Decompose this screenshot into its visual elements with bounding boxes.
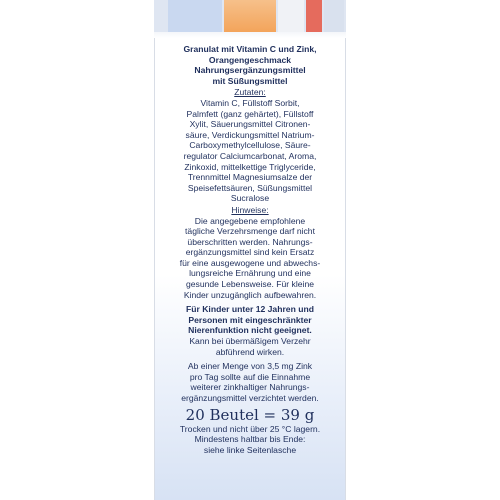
- storage-line: Trocken und nicht über 25 °C lagern.: [179, 423, 321, 434]
- title-line: mit Süßungsmittel: [212, 75, 288, 86]
- ingredients-line: Zinkoxid, mittelkettige Triglyceride,: [184, 161, 316, 172]
- zutaten-heading: Zutaten:: [234, 87, 266, 98]
- warning-line: Nierenfunktion nicht geeignet.: [188, 325, 312, 336]
- zinc-line: weiterer zinkhaltiger Nahrungs-: [190, 382, 310, 393]
- zinc-line: ergänzungsmittel verzichtet werden.: [181, 393, 319, 403]
- ingredients-line: Vitamin C, Füllstoff Sorbit,: [200, 97, 300, 108]
- ingredients-line: Palmfett (ganz gehärtet), Füllstoff: [186, 108, 314, 119]
- ingredients-line: säure, Verdickungsmittel Natrium-: [185, 129, 315, 140]
- notes-line: gesunde Lebensweise. Für kleine: [185, 279, 315, 290]
- ingredients-line: Carboxymethylcellulose, Säure-: [189, 140, 311, 151]
- laxative-note: [154, 336, 346, 357]
- ingredients-line: Xylit, Säuerungsmittel Citronen-: [189, 119, 311, 130]
- product-title: [154, 44, 346, 86]
- zinc-line: pro Tag sollte auf die Einnahme: [189, 371, 311, 382]
- storage-note: [154, 424, 346, 456]
- notes-paragraph: [154, 216, 346, 301]
- hinweise-heading: Hinweise:: [231, 204, 269, 215]
- top-stripe-orange: [224, 0, 276, 32]
- package-side-panel: [154, 0, 346, 500]
- laxative-line: abführend wirken.: [215, 346, 285, 357]
- label-text: [154, 44, 346, 455]
- storage-line: Mindestens haltbar bis Ende:: [194, 434, 306, 445]
- top-stripe-grey: [324, 0, 344, 32]
- package-top-edge: [154, 32, 346, 38]
- storage-line: siehe linke Seitenlasche: [203, 444, 297, 455]
- notes-line: Kinder unzugänglich aufbewahren.: [183, 289, 317, 300]
- ingredients-line: Trennmittel Magnesiumsalze der: [187, 172, 313, 183]
- notes-line: für eine ausgewogene und abwechs-: [179, 257, 321, 268]
- laxative-line: Kann bei übermäßigem Verzehr: [189, 336, 311, 347]
- ingredients-list: [154, 98, 346, 204]
- ingredients-line: Speisefettsäuren, Süßungsmittel: [187, 182, 313, 193]
- title-line: Orangengeschmack: [208, 54, 292, 65]
- notes-line: ergänzungsmittel sind kein Ersatz: [185, 247, 315, 258]
- ingredients-line: Sucralose: [230, 193, 270, 204]
- notes-line: Die angegebene empfohlene: [194, 215, 306, 226]
- package-quantity: 20 Beutel = 39 g: [185, 405, 315, 424]
- zinc-line: Ab einer Menge von 3,5 mg Zink: [187, 361, 313, 372]
- top-stripe-blue: [168, 0, 222, 32]
- warning-paragraph: [154, 304, 346, 336]
- top-stripe-light: [278, 0, 304, 32]
- notes-line: tägliche Verzehrsmenge darf nicht: [185, 226, 315, 237]
- warning-line: Für Kinder unter 12 Jahren und: [186, 304, 314, 315]
- zinc-note: [154, 361, 346, 403]
- title-line: Nahrungsergänzungsmittel: [194, 65, 306, 76]
- warning-line: Personen mit eingeschränkter: [188, 314, 312, 325]
- notes-line: überschritten werden. Nahrungs-: [187, 236, 313, 247]
- notes-line: lungsreiche Ernährung und eine: [189, 268, 311, 279]
- top-stripe-red: [306, 0, 322, 32]
- title-line: Granulat mit Vitamin C und Zink,: [183, 44, 317, 54]
- ingredients-line: regulator Calciumcarbonat, Aroma,: [183, 150, 317, 161]
